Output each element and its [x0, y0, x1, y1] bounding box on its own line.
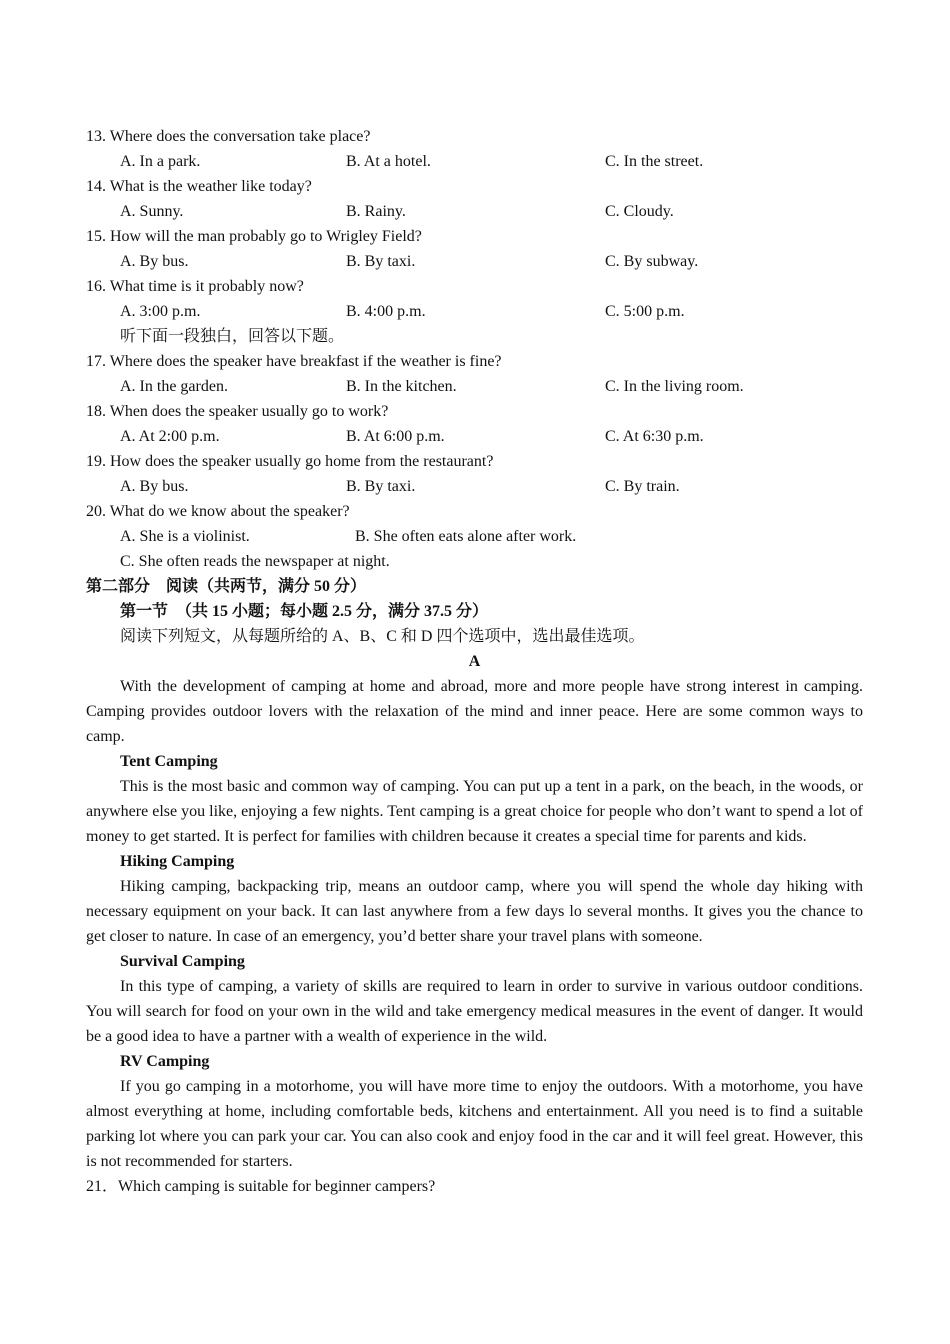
- option-row: [86, 199, 863, 224]
- exam-page: [86, 124, 863, 1199]
- option-a: A. By bus.: [120, 253, 189, 270]
- question-stem: 17. Where does the speaker have breakfast if the weather is fine?: [86, 353, 502, 370]
- option-row: [86, 374, 863, 399]
- option-b: B. She often eats alone after work.: [355, 528, 577, 545]
- question-stem: 13. Where does the conversation take place?: [86, 128, 371, 145]
- option-row: [86, 249, 863, 274]
- option-b: B. At 6:00 p.m.: [346, 428, 445, 445]
- section-text-tent: This is the most basic and common way of camping. You can put up a tent in a park, on the beach, in the woods, or anywhere else you like, enjoying a few nights. Tent camping is a great choice for people who don’t want to spend a lot of money to get started. It is perfect for families with children because it creates a special time for parents and kids.: [86, 778, 863, 845]
- option-c: C. By subway.: [605, 253, 699, 270]
- option-b: B. 4:00 p.m.: [346, 303, 426, 320]
- section-heading-rv: RV Camping: [120, 1053, 210, 1070]
- part2-title: 第二部分 阅读（共两节，满分 50 分）: [86, 578, 367, 595]
- option-b: B. In the kitchen.: [346, 378, 457, 395]
- section-text-rv: If you go camping in a motorhome, you will have more time to enjoy the outdoors. With a motorhome, you have almost everything at home, including comfortable beds, kitchens and entertainment. All you need is to find a suitable parking lot where you can park your car. You can also cook and enjoy food in the car and it will feel great. However, this is not recommended for starters.: [86, 1078, 863, 1170]
- question-stem: 18. When does the speaker usually go to work?: [86, 403, 389, 420]
- question-stem: 16. What time is it probably now?: [86, 278, 304, 295]
- section-text-survival: In this type of camping, a variety of skills are required to learn in order to survive in various outdoor conditions. You will search for food on your own in the wild and take emergency medical measures in the event of danger. It would be a good idea to have a partner with a wealth of experience in the wild.: [86, 978, 863, 1045]
- listening-question-20: [86, 499, 863, 574]
- option-row: [86, 299, 863, 324]
- option-row: [86, 424, 863, 449]
- listening-question: [86, 399, 863, 449]
- section-heading-tent: Tent Camping: [120, 753, 218, 770]
- monologue-instruction: 听下面一段独白，回答以下题。: [120, 328, 345, 345]
- option-c: C. Cloudy.: [605, 203, 674, 220]
- option-b: B. By taxi.: [346, 478, 416, 495]
- option-a: A. Sunny.: [120, 203, 184, 220]
- option-row: [86, 474, 863, 499]
- question-stem: 14. What is the weather like today?: [86, 178, 312, 195]
- listening-question: [86, 349, 863, 399]
- listening-question: [86, 224, 863, 274]
- passage-label: A: [468, 653, 481, 670]
- option-a: A. She is a violinist.: [120, 528, 250, 545]
- option-row: [86, 149, 863, 174]
- section-text-hiking: Hiking camping, backpacking trip, means an outdoor camp, where you will spend the whole day hiking with necessary equipment on your back. It can last anywhere from a few days lo several months. It gives you the chance to get closer to nature. In case of an emergency, you’d better share your travel plans with someone.: [86, 878, 863, 945]
- question-stem: 19. How does the speaker usually go home from the restaurant?: [86, 453, 494, 470]
- question-stem: 15. How will the man probably go to Wrigley Field?: [86, 228, 422, 245]
- option-c: C. At 6:30 p.m.: [605, 428, 704, 445]
- option-b: B. Rainy.: [346, 203, 406, 220]
- listening-question: [86, 124, 863, 174]
- option-a: A. In the garden.: [120, 378, 228, 395]
- listening-question: [86, 274, 863, 324]
- section-heading-survival: Survival Camping: [120, 953, 245, 970]
- section1-title: 第一节 （共 15 小题；每小题 2.5 分，满分 37.5 分）: [120, 603, 489, 620]
- option-c: C. She often reads the newspaper at night.: [120, 553, 390, 570]
- option-a: A. In a park.: [120, 153, 201, 170]
- question-21: 21．Which camping is suitable for beginner campers?: [86, 1178, 436, 1195]
- passage-intro: With the development of camping at home and abroad, more and more people have strong interest in camping. Camping provides outdoor lovers with the relaxation of the mind and inner peace. Here are some common ways to camp.: [86, 678, 863, 745]
- listening-question: [86, 449, 863, 499]
- reading-instruction: 阅读下列短文，从每题所给的 A、B、C 和 D 四个选项中，选出最佳选项。: [120, 628, 645, 645]
- option-c: C. In the living room.: [605, 378, 744, 395]
- option-c: C. 5:00 p.m.: [605, 303, 685, 320]
- option-b: B. At a hotel.: [346, 153, 431, 170]
- option-c: C. In the street.: [605, 153, 704, 170]
- option-a: A. By bus.: [120, 478, 189, 495]
- option-a: A. 3:00 p.m.: [120, 303, 201, 320]
- question-stem: 20. What do we know about the speaker?: [86, 503, 350, 520]
- section-heading-hiking: Hiking Camping: [120, 853, 235, 870]
- option-b: B. By taxi.: [346, 253, 416, 270]
- option-row: [86, 524, 863, 549]
- option-c: C. By train.: [605, 478, 680, 495]
- option-a: A. At 2:00 p.m.: [120, 428, 220, 445]
- listening-question: [86, 174, 863, 224]
